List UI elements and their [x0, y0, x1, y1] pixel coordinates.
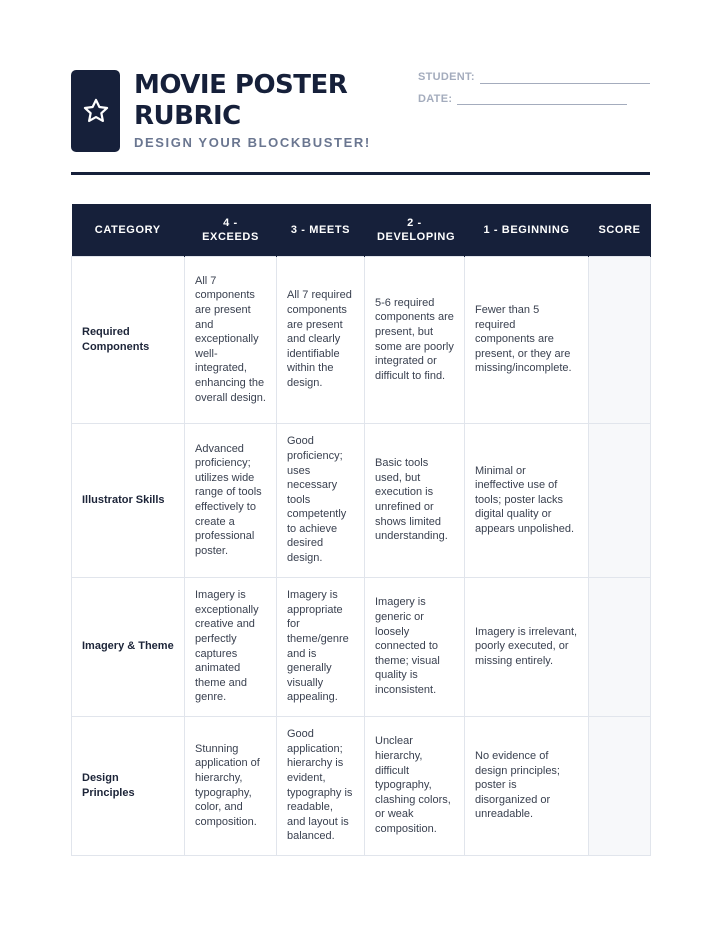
exceeds-cell: Stunning application of hierarchy, typography, color, and composition. — [185, 716, 277, 855]
score-cell[interactable] — [589, 256, 651, 423]
header-divider — [71, 172, 650, 175]
developing-cell: 5-6 required components are present, but some are poorly integrated or difficult to find. — [365, 256, 465, 423]
header-developing: 2 - DEVELOPING — [365, 204, 465, 256]
category-cell: Required Components — [72, 256, 185, 423]
page-subtitle: DESIGN YOUR BLOCKBUSTER! — [134, 135, 371, 150]
developing-cell: Imagery is generic or loosely connected to theme; visual quality is inconsistent. — [365, 577, 465, 716]
exceeds-cell: All 7 components are present and exceptionally well-integrated, enhancing the overall design. — [185, 256, 277, 423]
meets-cell: Good proficiency; uses necessary tools competently to achieve desired design. — [277, 423, 365, 577]
star-icon — [82, 97, 110, 125]
logo-badge — [71, 70, 120, 152]
score-cell[interactable] — [589, 716, 651, 855]
meets-cell: Imagery is appropriate for theme/genre and is generally visually appealing. — [277, 577, 365, 716]
table-row — [72, 716, 651, 855]
date-label: DATE: — [418, 93, 453, 105]
date-line[interactable] — [457, 104, 627, 105]
rubric-table — [71, 204, 651, 856]
table-header-row — [72, 204, 651, 256]
table-row — [72, 577, 651, 716]
table-row — [72, 256, 651, 423]
meets-cell: Good application; hierarchy is evident, typography is readable, and layout is balanced. — [277, 716, 365, 855]
category-cell: Design Principles — [72, 716, 185, 855]
header-meets: 3 - MEETS — [277, 204, 365, 256]
developing-cell: Basic tools used, but execution is unrefined or shows limited understanding. — [365, 423, 465, 577]
score-cell[interactable] — [589, 577, 651, 716]
exceeds-cell: Advanced proficiency; utilizes wide range of tools effectively to create a professional poster. — [185, 423, 277, 577]
student-label: STUDENT: — [418, 71, 475, 83]
developing-cell: Unclear hierarchy, difficult typography, clashing colors, or weak composition. — [365, 716, 465, 855]
beginning-cell: Fewer than 5 required components are present, or they are missing/incomplete. — [465, 256, 589, 423]
category-cell: Illustrator Skills — [72, 423, 185, 577]
header-beginning: 1 - BEGINNING — [465, 204, 589, 256]
header-score: SCORE — [589, 204, 651, 256]
header-exceeds: 4 - EXCEEDS — [185, 204, 277, 256]
score-cell[interactable] — [589, 423, 651, 577]
page-title: MOVIE POSTER RUBRIC — [134, 70, 348, 131]
exceeds-cell: Imagery is exceptionally creative and perfectly captures animated theme and genre. — [185, 577, 277, 716]
table-row — [72, 423, 651, 577]
beginning-cell: Imagery is irrelevant, poorly executed, or missing entirely. — [465, 577, 589, 716]
header-category: CATEGORY — [72, 204, 185, 256]
meets-cell: All 7 required components are present and clearly identifiable within the design. — [277, 256, 365, 423]
category-cell: Imagery & Theme — [72, 577, 185, 716]
beginning-cell: Minimal or ineffective use of tools; poster lacks digital quality or appears unpolished. — [465, 423, 589, 577]
beginning-cell: No evidence of design principles; poster is disorganized or unreadable. — [465, 716, 589, 855]
student-name-line[interactable] — [480, 83, 650, 84]
